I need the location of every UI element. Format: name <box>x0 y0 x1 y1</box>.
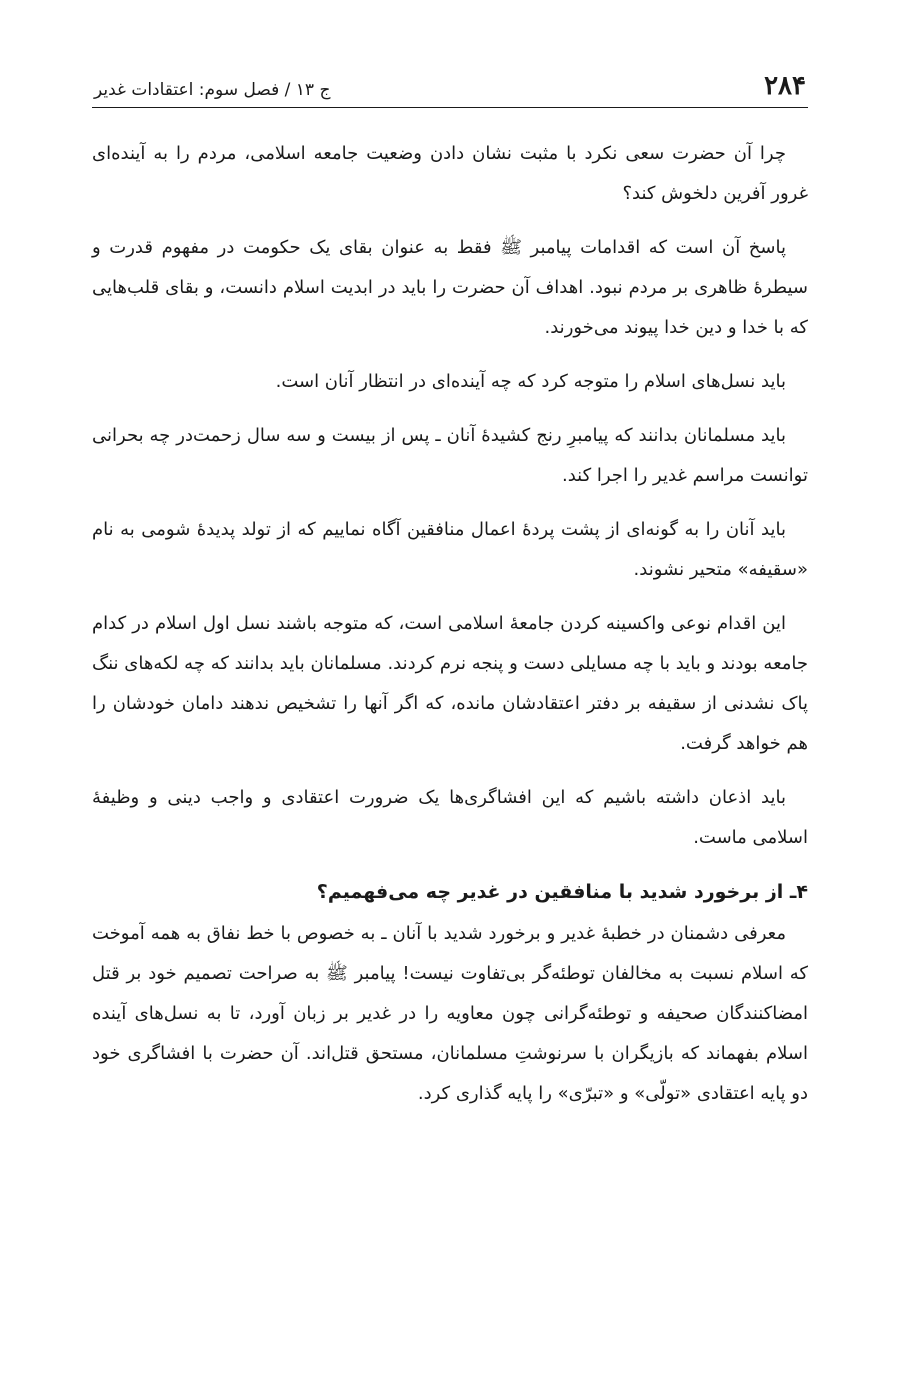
paragraph-1: چرا آن حضرت سعی نکرد با مثبت نشان دادن وضعیت جامعه اسلامی، مردم را به آینده‌ای غرور آفرین دلخوش کند؟ <box>92 143 808 204</box>
paragraph-4: باید مسلمانان بدانند که پیامبرِ رنج کشیدهٔ آنان ـ پس از بیست و سه سال زحمت‌در چه بحرانی توانست مراسم غدیر را اجرا کند. <box>92 425 808 486</box>
page-number: ۲۸۴ <box>764 71 806 101</box>
paragraph-3: باید نسل‌های اسلام را متوجه کرد که چه آینده‌ای در انتظار آنان است. <box>275 371 786 392</box>
paragraph-5: باید آنان را به گونه‌ای از پشت پردهٔ اعمال منافقین آگاه نماییم که از تولد پدیدهٔ شومی به نام «سقیفه» متحیر نشوند. <box>92 519 808 580</box>
paragraph-2: پاسخ آن است که اقدامات پیامبر ﷺ فقط به عنوان بقای یک حکومت در مفهوم قدرت و سیطرهٔ ظاهری بر مردم نبود. اهداف آن حضرت را باید در ابدیت اسلام دانست، و بقای قلب‌هایی که با خدا و دین خدا پیوند می‌خورند. <box>92 237 808 338</box>
paragraph-7: باید اذعان داشته باشیم که این افشاگری‌ها یک ضرورت اعتقادی و واجب دینی و وظیفهٔ اسلامی ماست. <box>92 787 808 848</box>
section-heading: ۴ـ از برخورد شدید با منافقین در غدیر چه می‌فهمیم؟ <box>316 881 808 903</box>
running-header <box>92 60 808 108</box>
paragraph-6: این اقدام نوعی واکسینه کردن جامعهٔ اسلامی است، که متوجه باشند نسل اول اسلام در کدام جامعه بودند و باید با چه مسایلی دست و پنجه نرم کردند. مسلمانان باید بدانند که چه لکه‌های ننگ پاک نشدنی از سقیفه بر دفتر اعتقادشان مانده، که اگر آنها را تشخیص ندهند دامان خودشان را هم خواهد گرفت. <box>92 613 808 754</box>
section-paragraph: معرفی دشمنان در خطبهٔ غدیر و برخورد شدید با آنان ـ به خصوص با خط نفاق به همه آموخت که اسلام نسبت به مخالفان توطئه‌گر بی‌تفاوت نیست! پیامبر ﷺ به صراحت تصمیم خود بر قتل امضاکنندگان صحیفه و توطئه‌گرانی چون معاویه را در غدیر بر زبان آورد، تا به نسل‌های آینده اسلام بفهماند که بازیگران با سرنوشتِ مسلمانان، مستحق قتل‌اند. آن حضرت با افشاگری خود دو پایه اعتقادی «تولّی» و «تبرّی» را پایه گذاری کرد. <box>92 923 808 1104</box>
running-header-title: ج ۱۳ / فصل سوم: اعتقادات غدیر <box>94 80 331 100</box>
page-body <box>92 134 808 1114</box>
book-page <box>92 60 808 1114</box>
